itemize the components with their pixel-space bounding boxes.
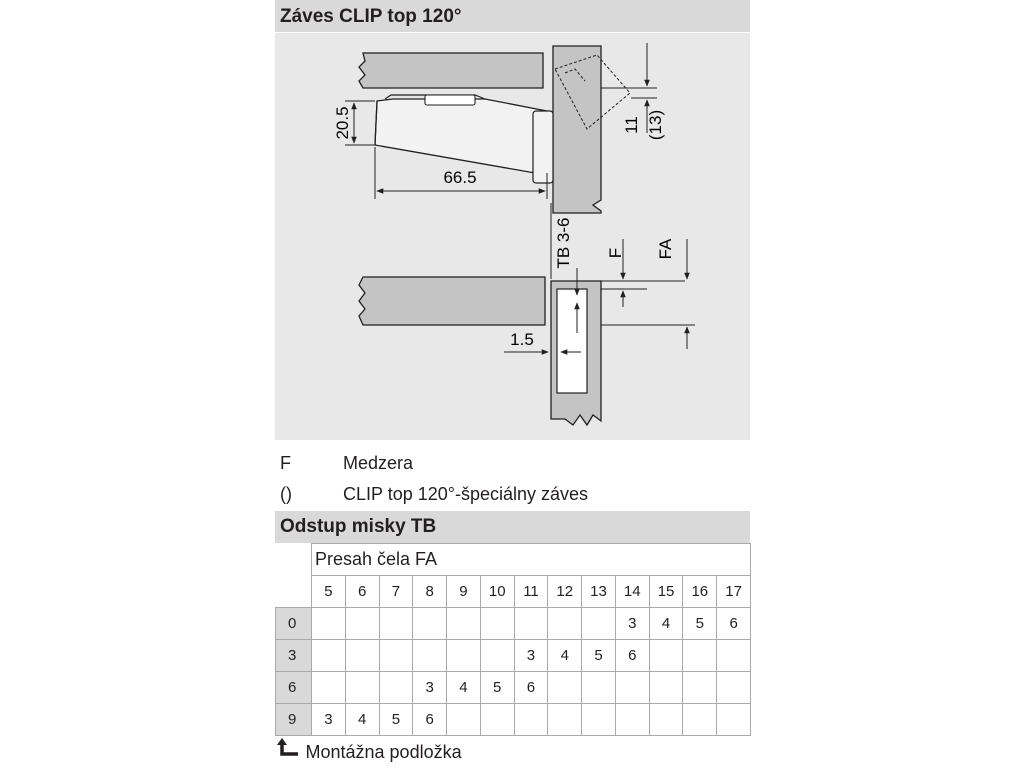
table-cell [582,608,616,640]
fa-title-row [276,544,751,576]
footer-content [276,738,751,767]
footer-label: Montážna podložka [305,741,462,762]
table-cell [649,672,683,704]
fa-value: 16 [683,576,717,608]
table-cell [649,704,683,736]
table-cell [480,704,514,736]
fa-value: 5 [312,576,346,608]
table-cell [379,608,413,640]
table-title: Odstup misky TB [275,511,750,543]
footer-cell [276,736,751,768]
fa-value: 15 [649,576,683,608]
dim-tb: TB 3-6 [554,217,573,269]
fa-value: 6 [345,576,379,608]
hinge-cup [533,111,553,183]
table-cell: 3 [615,608,649,640]
corner-arrow-icon [276,738,304,767]
table-cell [345,608,379,640]
table-cell: 6 [615,640,649,672]
fa-value: 8 [413,576,447,608]
fa-value: 10 [480,576,514,608]
dim-overlay-special: (13) [646,109,665,141]
table-cell: 6 [717,608,751,640]
table-cell [717,640,751,672]
table-cell [379,672,413,704]
table-row [276,672,751,704]
table-cell [379,640,413,672]
table-cell [312,640,346,672]
table-cell: 3 [514,640,548,672]
corner-cell [276,544,312,576]
table-cell [548,608,582,640]
legend-key: () [280,484,292,504]
top-door [553,46,601,213]
row-label: 6 [276,672,312,704]
table-cell [683,672,717,704]
table-cell [480,608,514,640]
hinge-arm [375,99,547,173]
table-cell [582,672,616,704]
dim-height: 20.5 [333,106,352,140]
table-row [276,704,751,736]
corner-cell [276,576,312,608]
table-cell: 5 [379,704,413,736]
table-cell [514,704,548,736]
table-cell [548,704,582,736]
row-label: 0 [276,608,312,640]
table-cell [717,672,751,704]
hinge-diagram [275,33,750,440]
table-cell [480,640,514,672]
dim-setback: 1.5 [510,330,534,349]
table-cell [683,640,717,672]
table-cell [312,672,346,704]
table-cell [345,672,379,704]
table-cell [447,608,481,640]
fa-value: 13 [582,576,616,608]
tb-table [275,543,751,768]
dim-width: 66.5 [443,168,477,187]
footer-row [276,736,751,768]
table-cell [413,640,447,672]
table-cell [649,640,683,672]
table-cell [717,704,751,736]
row-label: 3 [276,640,312,672]
hinge-title: Záves CLIP top 120° [275,0,750,32]
top-panel [359,53,543,88]
table-cell [413,608,447,640]
hinge-drawing [275,33,750,440]
fa-value: 11 [514,576,548,608]
table-cell: 4 [548,640,582,672]
dim-f: F [606,247,625,259]
table-cell [447,640,481,672]
table-cell: 5 [683,608,717,640]
fa-value: 17 [717,576,751,608]
table-cell: 3 [413,672,447,704]
fa-value: 7 [379,576,413,608]
table-cell: 4 [345,704,379,736]
table-cell: 6 [413,704,447,736]
table-cell: 4 [649,608,683,640]
table-row [276,608,751,640]
table-cell: 6 [514,672,548,704]
legend-key: F [280,453,291,473]
table-cell: 4 [447,672,481,704]
table-row [276,640,751,672]
fa-title: Presah čela FA [312,544,751,576]
fa-values-row [276,576,751,608]
tb-table-wrap [275,543,750,768]
row-label: 9 [276,704,312,736]
table-cell [615,672,649,704]
table-cell [615,704,649,736]
table-cell [582,704,616,736]
table-cell [548,672,582,704]
table-cell: 5 [582,640,616,672]
cup-hole [557,289,587,393]
table-cell [447,704,481,736]
table-cell [312,608,346,640]
dim-overlay: 11 [622,116,641,134]
fa-value: 12 [548,576,582,608]
table-cell: 3 [312,704,346,736]
table-cell [683,704,717,736]
table-cell [514,608,548,640]
fa-value: 9 [447,576,481,608]
legend-text: CLIP top 120°-špeciálny záves [343,484,589,504]
table-cell [345,640,379,672]
bottom-panel [359,277,545,325]
legend-text: Medzera [343,453,414,473]
table-cell: 5 [480,672,514,704]
dim-fa: FA [656,238,675,260]
fa-value: 14 [615,576,649,608]
